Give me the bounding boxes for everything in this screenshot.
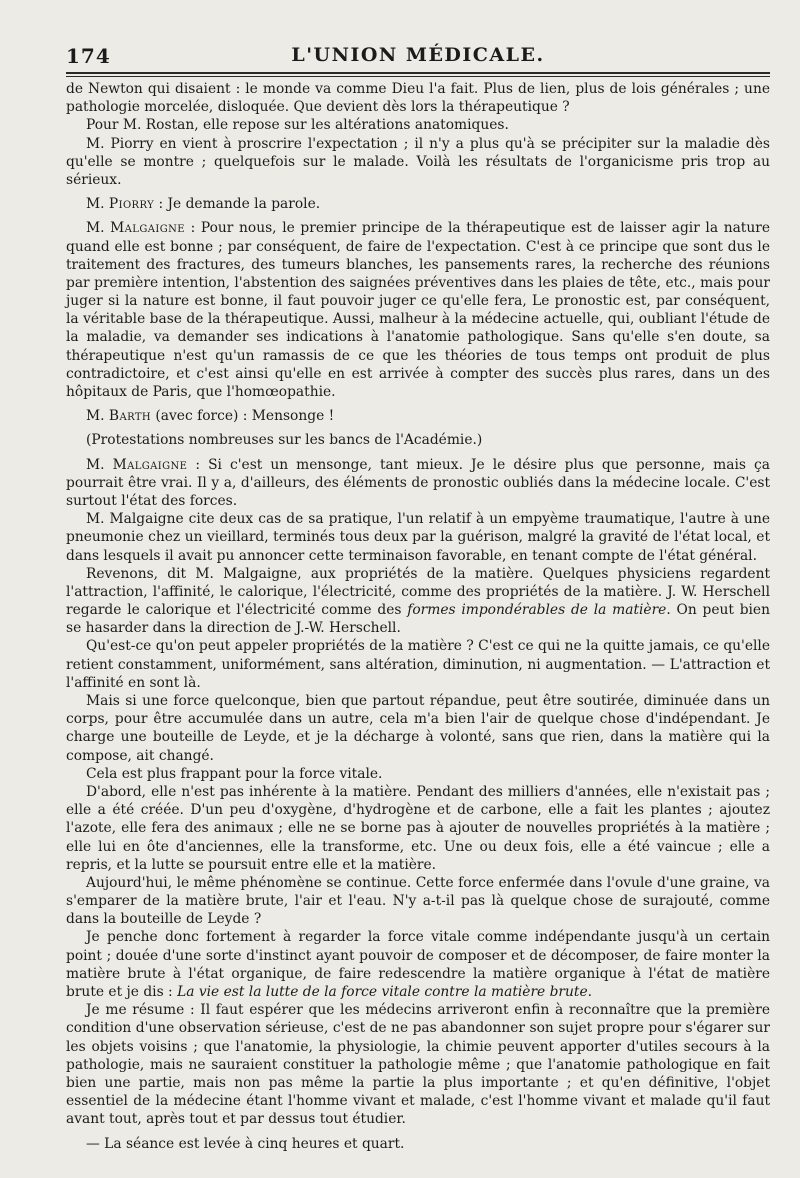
paragraph xyxy=(66,692,770,765)
speaker-name: Barth xyxy=(108,408,152,425)
page-number: 174 xyxy=(66,44,111,68)
paragraph xyxy=(66,783,770,874)
text-run: Aujourd'hui, le même phénomène se continue. Cette force enfermée dans l'ovule d'une graine, va s'emparer de la matière brute, l'air et l'eau. N'y a-t-il pas là quelque chose de surajouté, comme dans la bouteille de Leyde ? xyxy=(66,874,770,928)
text-run: de Newton qui disaient : le monde va comme Dieu l'a fait. Plus de lien, plus de lois générales ; une pathologie morcelée, disloquée. Que devient dès lors la thérapeutique ? xyxy=(66,81,770,116)
paragraph xyxy=(66,1135,770,1153)
text-run: . On peut bien se hasarder dans la direction de J.-W. Herschell. xyxy=(66,602,770,637)
text-run: : Je demande la parole. xyxy=(154,196,321,213)
paragraph xyxy=(66,637,770,692)
text-run: M. Malgaigne cite deux cas de sa pratique, l'un relatif à un empyème traumatique, l'autre à une pneumonie chez un vieillard, terminés tous deux par la guérison, malgré la gravité de l'état local, et dans lesquels il avait pu annoncer cette terminaison favorable, en tenant compte de l'état général. xyxy=(66,511,770,564)
running-title: L'UNION MÉDICALE. xyxy=(291,44,545,66)
paragraph xyxy=(66,431,770,449)
paragraph xyxy=(66,80,770,116)
paragraph xyxy=(66,565,770,638)
text-run: D'abord, elle n'est pas inhérente à la matière. Pendant des milliers d'années, elle n'existait pas ; elle a été créée. D'un peu d'oxygène, d'hydrogène et de carbone, elle a fait les plantes ; ajoutez l'azote, elle fera des animaux ; elle ne se borne pas à ajouter de nouvelles propriétés à la matière ; elle lui en ôte d'anciennes, elle la transforme, etc. Une ou deux fois, elle a été vaincue ; elle a repris, et la lutte se poursuit entre elle et la matière. xyxy=(66,783,770,873)
paragraph xyxy=(66,195,770,213)
text-run: (Protestations nombreuses sur les bancs de l'Académie.) xyxy=(86,432,483,449)
text-run: M. xyxy=(86,456,113,473)
text-run: Cela est plus frappant pour la force vitale. xyxy=(86,765,383,782)
emphasis-text: formes impondérables de la matière xyxy=(407,602,667,619)
text-run: : Pour nous, le premier principe de la thérapeutique est de laisser agir la nature quand elle est bonne ; par conséquent, de faire de l'expectation. C'est à ce principe que sont dus le traitement des fractures, des tumeurs blanches, les pansements rares, la recherche des réunions par première intention, l'abstention des saignées préventives dans les plaies de tête, etc., mais pour juger si la nature est bonne, il faut pouvoir juger ce qu'elle fera, Le pronostic est, par conséquent, la véritable base de la thérapeutique. Aussi, malheur à la médecine actuelle, qui, oubliant l'étude de la maladie, va demander ses indications à l'anatomie pathologique. Sans qu'elle s'en doute, sa thérapeutique n'est qu'un ramassis de ce que les théories de tous temps ont produit de plus contradictoire, et c'est ainsi qu'elle en est arrivée à compter des succès plus rares, dans un des hôpitaux de Paris, que l'homœopathie. xyxy=(66,220,771,400)
paragraph xyxy=(66,219,770,401)
paragraph xyxy=(66,874,770,929)
text-run: Je me résume : Il faut espérer que les médecins arriveront enfin à reconnaître que la première condition d'une observation sérieuse, c'est de ne pas abandonner son sujet propre pour s'égarer sur les objets voisins ; que l'anatomie, la physiologie, la chimie peuvent apporter d'utiles secours à la pathologie, mais ne sauraient constituer la pathologie même ; que l'anatomie pathologique en fait bien une partie, mais non pas même la partie la plus importante ; et qu'en définitive, l'objet essentiel de la médecine étant l'homme vivant et malade, c'est l'homme vivant et malade qu'il faut avant tout, après tout et par dessus tout étudier. xyxy=(66,1002,770,1128)
paragraph xyxy=(66,765,770,783)
text-run: Qu'est-ce qu'on peut appeler propriétés de la matière ? C'est ce qui ne la quitte jamais, ce qu'elle retient constamment, uniformément, sans altération, diminution, ni augmentation. — L'attraction et l'affinité en sont là. xyxy=(66,638,770,691)
speaker-name: Malgaigne xyxy=(110,220,185,237)
paragraph xyxy=(66,116,770,134)
speaker-name: Piorry xyxy=(108,196,155,213)
text-run: Je penche donc fortement à regarder la force vitale comme indépendante jusqu'à un certain point ; douée d'une sorte d'instinct ayant pouvoir de composer et de décomposer, de faire monter la matière brute à l'état organique, de faire redescendre la matière organique à l'état de matière brute et je dis : xyxy=(66,929,770,1000)
text-run: Mais si une force quelconque, bien que partout répandue, peut être soutirée, diminuée dans un corps, pour être accumulée dans un autre, cela m'a bien l'air de quelque chose d'indépendant. Je charge une bouteille de Leyde, et je la décharge à volonté, sans que rien, dans la matière qui la compose, ait changé. xyxy=(66,693,770,764)
text-run: M. xyxy=(86,408,109,425)
paragraph xyxy=(66,510,770,565)
emphasis-text: La vie est la lutte de la force vitale contre la matière brute xyxy=(177,984,588,1000)
paragraph xyxy=(66,928,770,1001)
page-header xyxy=(66,38,770,74)
speaker-name: Malgaigne xyxy=(112,456,188,473)
text-run: M. Piorry en vient à proscrire l'expectation ; il n'y a plus qu'à se précipiter sur la maladie dès qu'elle se montre ; quelquefois sur le malade. Voilà les résultats de l'organicisme pris trop au sérieux. xyxy=(66,135,770,188)
paragraph xyxy=(66,135,770,190)
body-text xyxy=(66,80,770,1153)
paragraph xyxy=(66,407,770,425)
text-run: (avec force) : Mensonge ! xyxy=(151,408,335,425)
text-run: : Si c'est un mensonge, tant mieux. Je le désire plus que personne, mais ça pourrait être vrai. Il y a, d'ailleurs, des éléments de pronostic oubliés dans la médecine locale. C'est surtout l'état des forces. xyxy=(66,456,770,509)
paragraph xyxy=(66,456,770,511)
text-run: M. xyxy=(86,196,109,213)
text-run: M. xyxy=(86,220,111,237)
text-run: . xyxy=(587,984,593,1000)
text-run: — La séance est levée à cinq heures et quart. xyxy=(86,1135,405,1152)
paragraph xyxy=(66,1001,770,1128)
text-run: Pour M. Rostan, elle repose sur les altérations anatomiques. xyxy=(86,117,509,134)
text-run: Revenons, dit M. Malgaigne, aux propriétés de la matière. Quelques physiciens regardent l'attraction, l'affinité, le calorique, l'électricité, comme des propriétés de la matière. J. W. Herschell regarde le calorique et l'électricité comme des xyxy=(66,565,770,619)
